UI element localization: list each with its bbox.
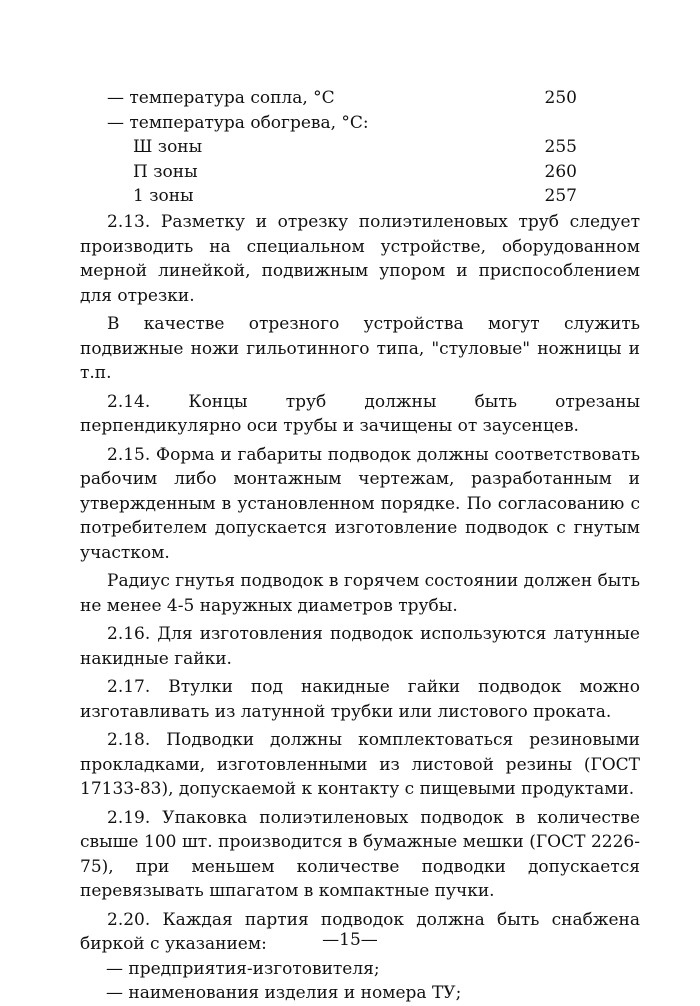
parameters-list bbox=[107, 86, 577, 209]
list-item-manufacturer: — предприятия-изготовителя; bbox=[106, 958, 380, 979]
param-row-zone-3 bbox=[107, 135, 577, 160]
param-label: — температура сопла, °С bbox=[107, 88, 335, 108]
param-row-zone-2 bbox=[107, 160, 577, 185]
paragraph-2-20: 2.20. Каждая партия подводок должна быть снабжена биркой с указанием: bbox=[80, 909, 640, 954]
paragraph-2-14: 2.14. Концы труб должны быть отрезаны перпендикулярно оси трубы и зачищены от заусенцев. bbox=[80, 391, 640, 436]
paragraph-2-17: 2.17. Втулки под накидные гайки подводок можно изготавливать из латунной трубки или листового проката. bbox=[80, 677, 640, 722]
param-value: 250 bbox=[544, 88, 577, 108]
param-label: П зоны bbox=[133, 161, 198, 182]
paragraph-2-16: 2.16. Для изготовления подводок используются латунные накидные гайки. bbox=[80, 624, 640, 669]
paragraph-2-19: 2.19. Упаковка полиэтиленовых подводок в количестве свыше 100 шт. производится в бумажные мешки (ГОСТ 2226-75), при меньшем количестве подводки допускается перевязывать шпагатом в компактные пучки. bbox=[80, 807, 640, 901]
paragraph-2-18: 2.18. Подводки должны комплектоваться резиновыми прокладками, изготовленными из листовой резины (ГОСТ 17133-83), допускаемой к контакту с пищевыми продуктами. bbox=[80, 730, 640, 799]
paragraph-cutting-device: В качестве отрезного устройства могут служить подвижные ножи гильотинного типа, "стуловые" ножницы и т.п. bbox=[80, 314, 640, 383]
body-text bbox=[80, 210, 640, 1006]
param-row-zone-1 bbox=[107, 184, 577, 209]
param-value: 255 bbox=[544, 137, 577, 157]
paragraph-2-15: 2.15. Форма и габариты подводок должны соответствовать рабочим либо монтажным чертежам, разработанным и утвержденным в установленном порядке. По согласованию с потребителем допускается изготовление подводок с гнутым участком. bbox=[80, 444, 640, 563]
param-row-heating-temp bbox=[107, 111, 577, 136]
param-label: — температура обогрева, °С: bbox=[107, 112, 369, 133]
param-label: 1 зоны bbox=[133, 186, 194, 206]
paragraph-2-13: 2.13. Разметку и отрезку полиэтиленовых труб следует производить на специальном устройстве, оборудованном мерной линейкой, подвижным упором и приспособлением для отрезки. bbox=[80, 212, 640, 306]
list-item-product-name: — наименования изделия и номера ТУ; bbox=[106, 983, 462, 1003]
param-value: 260 bbox=[544, 161, 577, 182]
param-row-nozzle-temp bbox=[107, 86, 577, 111]
page-number: —15— bbox=[322, 930, 378, 950]
param-label: Ш зоны bbox=[133, 137, 203, 157]
param-value: 257 bbox=[544, 186, 577, 206]
paragraph-bend-radius: Радиус гнутья подводок в горячем состоянии должен быть не менее 4-5 наружных диаметров трубы. bbox=[80, 571, 640, 616]
